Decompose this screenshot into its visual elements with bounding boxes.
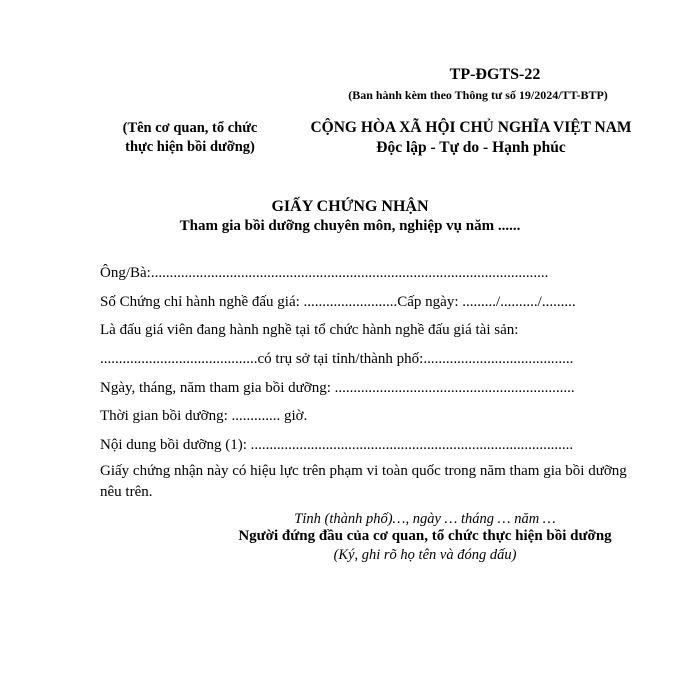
training-content-field: Nội dung bồi dưỡng (1): ...................................................................................... (100, 437, 574, 453)
issued-with-note: (Ban hành kèm theo Thông tư số 19/2024/TT-BTP) (348, 88, 608, 102)
validity-statement: Giấy chứng nhận này có hiệu lực trên phạm vi toàn quốc trong năm tham gia bồi dưỡng nêu trên. (100, 463, 627, 500)
national-motto: Độc lập - Tự do - Hạnh phúc (376, 139, 566, 156)
agency-placeholder (104, 119, 276, 157)
training-date-field: Ngày, tháng, năm tham gia bồi dưỡng: ................................................................ (100, 380, 575, 396)
document-subtitle: Tham gia bồi dưỡng chuyên môn, nghiệp vụ năm ...... (179, 218, 521, 234)
national-header (298, 118, 644, 158)
document-title: GIẤY CHỨNG NHẬN (271, 198, 429, 215)
signature-note: (Ký, ghi rõ họ tên và đóng dấu) (333, 547, 517, 563)
signature-title: Người đứng đầu của cơ quan, tổ chức thực hiện bồi dưỡng (238, 528, 612, 544)
organization-address-field: ..........................................có trụ sở tại tỉnh/thành phố:........................................ (100, 351, 574, 367)
training-duration-field: Thời gian bồi dưỡng: ............. giờ. (100, 408, 308, 424)
signature-place-date: Tỉnh (thành phố)…, ngày … tháng … năm … (294, 511, 556, 527)
form-code: TP-ĐGTS-22 (449, 66, 541, 83)
agency-line-1: (Tên cơ quan, tổ chức (122, 120, 258, 136)
name-field: Ông/Bà:.......................................................................................................... (100, 265, 549, 281)
auctioneer-statement: Là đấu giá viên đang hành nghề tại tổ chức hành nghề đấu giá tài sản: (100, 322, 519, 338)
nation-name: CỘNG HÒA XÃ HỘI CHỦ NGHĨA VIỆT NAM (310, 119, 632, 136)
agency-line-2: thực hiện bồi dưỡng) (125, 139, 255, 155)
certificate-field: Số Chứng chỉ hành nghề đấu giá: .........................Cấp ngày: ........./........../......... (100, 294, 576, 310)
